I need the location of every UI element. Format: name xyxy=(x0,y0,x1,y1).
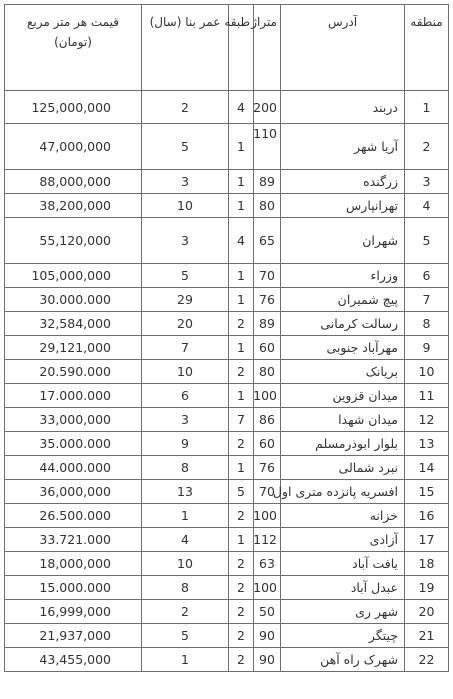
cell-address: شهران xyxy=(281,218,405,264)
cell-region: 20 xyxy=(405,600,449,624)
cell-price: 16,999,000 xyxy=(5,600,142,624)
cell-age: 4 xyxy=(142,528,229,552)
cell-floor: 1 xyxy=(229,336,254,360)
cell-age: 5 xyxy=(142,624,229,648)
cell-floor: 2 xyxy=(229,360,254,384)
cell-price: 35.000.000 xyxy=(5,432,142,456)
cell-address: چیتگر xyxy=(281,624,405,648)
cell-floor: 1 xyxy=(229,384,254,408)
cell-area: 89 xyxy=(254,312,281,336)
cell-area: 80 xyxy=(254,360,281,384)
cell-floor: 1 xyxy=(229,288,254,312)
cell-floor: 2 xyxy=(229,648,254,672)
cell-floor: 5 xyxy=(229,480,254,504)
cell-address: مهرآباد جنوبی xyxy=(281,336,405,360)
cell-address: تهرانپارس xyxy=(281,194,405,218)
cell-address: وزراء xyxy=(281,264,405,288)
cell-area: 112 xyxy=(254,528,281,552)
table-row xyxy=(5,194,449,218)
cell-age: 8 xyxy=(142,456,229,480)
table-row xyxy=(5,360,449,384)
cell-age: 9 xyxy=(142,432,229,456)
table-row xyxy=(5,600,449,624)
cell-area: 76 xyxy=(254,456,281,480)
table-row xyxy=(5,576,449,600)
cell-price: 18,000,000 xyxy=(5,552,142,576)
cell-address: میدان شهدا xyxy=(281,408,405,432)
cell-area: 70 xyxy=(254,264,281,288)
cell-floor: 1 xyxy=(229,124,254,170)
table-row xyxy=(5,336,449,360)
cell-floor: 2 xyxy=(229,552,254,576)
cell-region: 7 xyxy=(405,288,449,312)
cell-area: 200 xyxy=(254,91,281,124)
table-row xyxy=(5,648,449,672)
cell-area: 63 xyxy=(254,552,281,576)
cell-age: 10 xyxy=(142,552,229,576)
header-row xyxy=(5,5,449,91)
table-row xyxy=(5,384,449,408)
cell-area: 65 xyxy=(254,218,281,264)
cell-age: 8 xyxy=(142,576,229,600)
table-row xyxy=(5,218,449,264)
cell-area: 50 xyxy=(254,600,281,624)
cell-address: رسالت کرمانی xyxy=(281,312,405,336)
cell-price: 26.500.000 xyxy=(5,504,142,528)
cell-price: 20.590.000 xyxy=(5,360,142,384)
header-floor: طبقه xyxy=(229,5,254,91)
cell-region: 4 xyxy=(405,194,449,218)
cell-price: 47,000,000 xyxy=(5,124,142,170)
header-age: عمر بنا (سال) xyxy=(142,5,229,91)
cell-region: 16 xyxy=(405,504,449,528)
cell-address: میدان قزوین xyxy=(281,384,405,408)
cell-region: 6 xyxy=(405,264,449,288)
cell-region: 14 xyxy=(405,456,449,480)
cell-age: 2 xyxy=(142,600,229,624)
cell-age: 5 xyxy=(142,124,229,170)
cell-address: شهرک راه آهن xyxy=(281,648,405,672)
cell-floor: 2 xyxy=(229,600,254,624)
table-row xyxy=(5,552,449,576)
cell-age: 10 xyxy=(142,194,229,218)
cell-age: 29 xyxy=(142,288,229,312)
cell-region: 13 xyxy=(405,432,449,456)
cell-price: 55,120,000 xyxy=(5,218,142,264)
cell-region: 12 xyxy=(405,408,449,432)
cell-floor: 1 xyxy=(229,528,254,552)
cell-address: پیچ شمیران xyxy=(281,288,405,312)
cell-region: 3 xyxy=(405,170,449,194)
table-row xyxy=(5,624,449,648)
cell-age: 7 xyxy=(142,336,229,360)
cell-address: دربند xyxy=(281,91,405,124)
cell-age: 5 xyxy=(142,264,229,288)
cell-floor: 1 xyxy=(229,170,254,194)
cell-region: 11 xyxy=(405,384,449,408)
cell-floor: 7 xyxy=(229,408,254,432)
cell-price: 44.000.000 xyxy=(5,456,142,480)
cell-price: 32,584,000 xyxy=(5,312,142,336)
cell-address: خزانه xyxy=(281,504,405,528)
cell-floor: 2 xyxy=(229,432,254,456)
cell-price: 38,200,000 xyxy=(5,194,142,218)
cell-region: 22 xyxy=(405,648,449,672)
cell-area: 86 xyxy=(254,408,281,432)
cell-price: 21,937,000 xyxy=(5,624,142,648)
header-price-line1: قیمت هر متر مربع xyxy=(27,15,119,29)
cell-area: 89 xyxy=(254,170,281,194)
cell-floor: 4 xyxy=(229,91,254,124)
cell-address: آزادی xyxy=(281,528,405,552)
price-table xyxy=(4,4,449,672)
cell-region: 8 xyxy=(405,312,449,336)
header-price xyxy=(5,5,142,91)
cell-floor: 2 xyxy=(229,624,254,648)
cell-region: 9 xyxy=(405,336,449,360)
cell-address: بلوار ابوذرمسلم xyxy=(281,432,405,456)
table-row xyxy=(5,456,449,480)
cell-price: 15.000.000 xyxy=(5,576,142,600)
cell-floor: 1 xyxy=(229,194,254,218)
cell-age: 1 xyxy=(142,504,229,528)
cell-age: 13 xyxy=(142,480,229,504)
table-row xyxy=(5,432,449,456)
cell-price: 105,000,000 xyxy=(5,264,142,288)
cell-address: عبدل آباد xyxy=(281,576,405,600)
cell-region: 17 xyxy=(405,528,449,552)
cell-price: 36,000,000 xyxy=(5,480,142,504)
cell-region: 2 xyxy=(405,124,449,170)
cell-region: 15 xyxy=(405,480,449,504)
cell-region: 18 xyxy=(405,552,449,576)
cell-region: 10 xyxy=(405,360,449,384)
cell-age: 6 xyxy=(142,384,229,408)
table-row xyxy=(5,124,449,170)
cell-age: 3 xyxy=(142,218,229,264)
cell-area: 76 xyxy=(254,288,281,312)
cell-floor: 4 xyxy=(229,218,254,264)
cell-age: 20 xyxy=(142,312,229,336)
cell-address: نبرد شمالی xyxy=(281,456,405,480)
table-row xyxy=(5,288,449,312)
cell-address: آریا شهر xyxy=(281,124,405,170)
cell-price: 29,121,000 xyxy=(5,336,142,360)
cell-address: یافت آباد xyxy=(281,552,405,576)
cell-age: 3 xyxy=(142,408,229,432)
cell-price: 88,000,000 xyxy=(5,170,142,194)
cell-region: 21 xyxy=(405,624,449,648)
cell-price: 17.000.000 xyxy=(5,384,142,408)
table-row xyxy=(5,504,449,528)
cell-area: 90 xyxy=(254,648,281,672)
cell-area: 100 xyxy=(254,504,281,528)
cell-floor: 2 xyxy=(229,504,254,528)
cell-age: 1 xyxy=(142,648,229,672)
cell-region: 19 xyxy=(405,576,449,600)
cell-address: شهر ری xyxy=(281,600,405,624)
table-row xyxy=(5,480,449,504)
table-row xyxy=(5,312,449,336)
cell-area: 110 xyxy=(254,124,281,170)
header-address: آدرس xyxy=(281,5,405,91)
header-region: منطقه xyxy=(405,5,449,91)
cell-price: 33.721.000 xyxy=(5,528,142,552)
cell-price: 125,000,000 xyxy=(5,91,142,124)
cell-region: 1 xyxy=(405,91,449,124)
cell-price: 30.000.000 xyxy=(5,288,142,312)
cell-price: 33,000,000 xyxy=(5,408,142,432)
table-row xyxy=(5,528,449,552)
cell-address: زرگنده xyxy=(281,170,405,194)
header-price-line2: (تومان) xyxy=(54,35,92,49)
table-row xyxy=(5,91,449,124)
table-body xyxy=(5,91,449,672)
cell-area: 70 xyxy=(254,480,281,504)
cell-floor: 1 xyxy=(229,456,254,480)
cell-area: 80 xyxy=(254,194,281,218)
cell-area: 60 xyxy=(254,432,281,456)
table-row xyxy=(5,408,449,432)
cell-age: 2 xyxy=(142,91,229,124)
cell-area: 100 xyxy=(254,384,281,408)
header-area: متراژ xyxy=(254,5,281,91)
cell-floor: 2 xyxy=(229,312,254,336)
cell-floor: 2 xyxy=(229,576,254,600)
cell-region: 5 xyxy=(405,218,449,264)
table-row xyxy=(5,264,449,288)
cell-address: بریانک xyxy=(281,360,405,384)
cell-area: 100 xyxy=(254,576,281,600)
cell-area: 60 xyxy=(254,336,281,360)
cell-price: 43,455,000 xyxy=(5,648,142,672)
cell-floor: 1 xyxy=(229,264,254,288)
cell-address: افسریه پانزده متری اول xyxy=(281,480,405,504)
cell-age: 3 xyxy=(142,170,229,194)
table-row xyxy=(5,170,449,194)
cell-area: 90 xyxy=(254,624,281,648)
cell-age: 10 xyxy=(142,360,229,384)
